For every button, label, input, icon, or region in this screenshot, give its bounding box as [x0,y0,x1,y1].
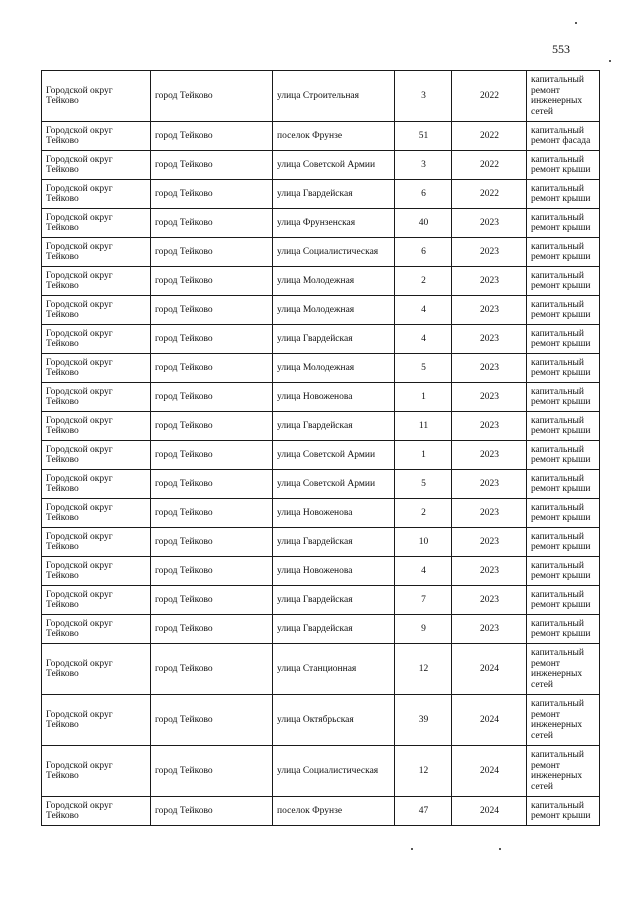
table-row [42,122,600,151]
street-cell: улица Строительная [273,71,395,122]
city-cell: город Тейково [151,209,273,238]
okrug-cell: Городской округ Тейково [42,412,151,441]
year-cell: 2023 [452,209,527,238]
street-cell: улица Новоженова [273,383,395,412]
work-type-cell: капитальный ремонт крыши [527,441,600,470]
house-number-cell: 10 [395,528,452,557]
city-cell: город Тейково [151,470,273,499]
house-number-cell: 7 [395,586,452,615]
house-number-cell: 5 [395,354,452,383]
house-number-cell: 39 [395,695,452,746]
city-cell: город Тейково [151,615,273,644]
okrug-cell: Городской округ Тейково [42,586,151,615]
house-number-cell: 4 [395,296,452,325]
work-type-cell: капитальный ремонт крыши [527,412,600,441]
year-cell: 2022 [452,122,527,151]
table-row [42,267,600,296]
year-cell: 2023 [452,557,527,586]
table-row [42,238,600,267]
table-row [42,644,600,695]
city-cell: город Тейково [151,354,273,383]
city-cell: город Тейково [151,325,273,354]
work-type-cell: капитальный ремонт инженерных сетей [527,644,600,695]
street-cell: улица Новоженова [273,557,395,586]
year-cell: 2023 [452,528,527,557]
house-number-cell: 5 [395,470,452,499]
house-number-cell: 9 [395,615,452,644]
city-cell: город Тейково [151,412,273,441]
scan-speck [575,22,577,24]
table-row [42,296,600,325]
okrug-cell: Городской округ Тейково [42,797,151,826]
okrug-cell: Городской округ Тейково [42,644,151,695]
year-cell: 2023 [452,296,527,325]
work-type-cell: капитальный ремонт фасада [527,122,600,151]
street-cell: улица Социалистическая [273,746,395,797]
city-cell: город Тейково [151,383,273,412]
city-cell: город Тейково [151,746,273,797]
table-row [42,557,600,586]
table-row [42,209,600,238]
house-number-cell: 51 [395,122,452,151]
city-cell: город Тейково [151,296,273,325]
okrug-cell: Городской округ Тейково [42,557,151,586]
table-row [42,383,600,412]
okrug-cell: Городской округ Тейково [42,122,151,151]
street-cell: улица Гвардейская [273,528,395,557]
house-number-cell: 4 [395,325,452,354]
table-row [42,528,600,557]
year-cell: 2024 [452,797,527,826]
okrug-cell: Городской округ Тейково [42,180,151,209]
scan-speck [609,60,611,62]
street-cell: поселок Фрунзе [273,122,395,151]
table-row [42,499,600,528]
work-type-cell: капитальный ремонт крыши [527,470,600,499]
table-row [42,151,600,180]
city-cell: город Тейково [151,151,273,180]
house-number-cell: 11 [395,412,452,441]
house-number-cell: 12 [395,644,452,695]
street-cell: улица Октябрьская [273,695,395,746]
house-number-cell: 6 [395,180,452,209]
city-cell: город Тейково [151,797,273,826]
street-cell: улица Молодежная [273,354,395,383]
year-cell: 2023 [452,383,527,412]
okrug-cell: Городской округ Тейково [42,499,151,528]
street-cell: улица Социалистическая [273,238,395,267]
okrug-cell: Городской округ Тейково [42,325,151,354]
year-cell: 2024 [452,695,527,746]
city-cell: город Тейково [151,644,273,695]
okrug-cell: Городской округ Тейково [42,354,151,383]
table-body [42,71,600,826]
house-number-cell: 4 [395,557,452,586]
street-cell: улица Фрунзенская [273,209,395,238]
okrug-cell: Городской округ Тейково [42,209,151,238]
city-cell: город Тейково [151,441,273,470]
city-cell: город Тейково [151,499,273,528]
okrug-cell: Городской округ Тейково [42,383,151,412]
work-type-cell: капитальный ремонт крыши [527,557,600,586]
street-cell: улица Гвардейская [273,180,395,209]
city-cell: город Тейково [151,267,273,296]
work-type-cell: капитальный ремонт крыши [527,238,600,267]
street-cell: улица Советской Армии [273,441,395,470]
table-row [42,441,600,470]
work-type-cell: капитальный ремонт крыши [527,615,600,644]
work-type-cell: капитальный ремонт инженерных сетей [527,746,600,797]
city-cell: город Тейково [151,586,273,615]
work-type-cell: капитальный ремонт инженерных сетей [527,695,600,746]
house-number-cell: 12 [395,746,452,797]
work-type-cell: капитальный ремонт крыши [527,354,600,383]
table-row [42,695,600,746]
year-cell: 2024 [452,746,527,797]
okrug-cell: Городской округ Тейково [42,746,151,797]
street-cell: улица Новоженова [273,499,395,528]
page-number: 553 [552,42,570,56]
year-cell: 2023 [452,499,527,528]
okrug-cell: Городской округ Тейково [42,151,151,180]
street-cell: поселок Фрунзе [273,797,395,826]
repair-schedule-table [41,70,600,826]
okrug-cell: Городской округ Тейково [42,238,151,267]
okrug-cell: Городской округ Тейково [42,441,151,470]
city-cell: город Тейково [151,180,273,209]
okrug-cell: Городской округ Тейково [42,695,151,746]
table-row [42,615,600,644]
street-cell: улица Советской Армии [273,470,395,499]
table-row [42,586,600,615]
street-cell: улица Станционная [273,644,395,695]
work-type-cell: капитальный ремонт крыши [527,325,600,354]
city-cell: город Тейково [151,71,273,122]
scan-speck [499,848,501,850]
year-cell: 2022 [452,151,527,180]
house-number-cell: 1 [395,383,452,412]
city-cell: город Тейково [151,557,273,586]
work-type-cell: капитальный ремонт крыши [527,180,600,209]
work-type-cell: капитальный ремонт инженерных сетей [527,71,600,122]
table-row [42,325,600,354]
okrug-cell: Городской округ Тейково [42,267,151,296]
house-number-cell: 2 [395,499,452,528]
table-row [42,470,600,499]
house-number-cell: 3 [395,71,452,122]
year-cell: 2023 [452,267,527,296]
house-number-cell: 6 [395,238,452,267]
work-type-cell: капитальный ремонт крыши [527,383,600,412]
okrug-cell: Городской округ Тейково [42,470,151,499]
work-type-cell: капитальный ремонт крыши [527,586,600,615]
table-row [42,180,600,209]
okrug-cell: Городской округ Тейково [42,528,151,557]
work-type-cell: капитальный ремонт крыши [527,151,600,180]
street-cell: улица Молодежная [273,267,395,296]
house-number-cell: 40 [395,209,452,238]
work-type-cell: капитальный ремонт крыши [527,296,600,325]
okrug-cell: Городской округ Тейково [42,296,151,325]
house-number-cell: 1 [395,441,452,470]
table-row [42,412,600,441]
city-cell: город Тейково [151,122,273,151]
work-type-cell: капитальный ремонт крыши [527,797,600,826]
okrug-cell: Городской округ Тейково [42,71,151,122]
street-cell: улица Гвардейская [273,586,395,615]
work-type-cell: капитальный ремонт крыши [527,528,600,557]
year-cell: 2024 [452,644,527,695]
street-cell: улица Гвардейская [273,412,395,441]
street-cell: улица Гвардейская [273,325,395,354]
street-cell: улица Советской Армии [273,151,395,180]
year-cell: 2023 [452,470,527,499]
year-cell: 2023 [452,615,527,644]
house-number-cell: 2 [395,267,452,296]
city-cell: город Тейково [151,695,273,746]
okrug-cell: Городской округ Тейково [42,615,151,644]
table-row [42,797,600,826]
table-row [42,71,600,122]
year-cell: 2023 [452,586,527,615]
city-cell: город Тейково [151,238,273,267]
year-cell: 2023 [452,354,527,383]
year-cell: 2022 [452,180,527,209]
house-number-cell: 47 [395,797,452,826]
year-cell: 2022 [452,71,527,122]
house-number-cell: 3 [395,151,452,180]
work-type-cell: капитальный ремонт крыши [527,499,600,528]
work-type-cell: капитальный ремонт крыши [527,209,600,238]
year-cell: 2023 [452,325,527,354]
year-cell: 2023 [452,412,527,441]
year-cell: 2023 [452,238,527,267]
table-row [42,354,600,383]
street-cell: улица Гвардейская [273,615,395,644]
table-row [42,746,600,797]
scan-speck [411,848,413,850]
street-cell: улица Молодежная [273,296,395,325]
work-type-cell: капитальный ремонт крыши [527,267,600,296]
city-cell: город Тейково [151,528,273,557]
year-cell: 2023 [452,441,527,470]
